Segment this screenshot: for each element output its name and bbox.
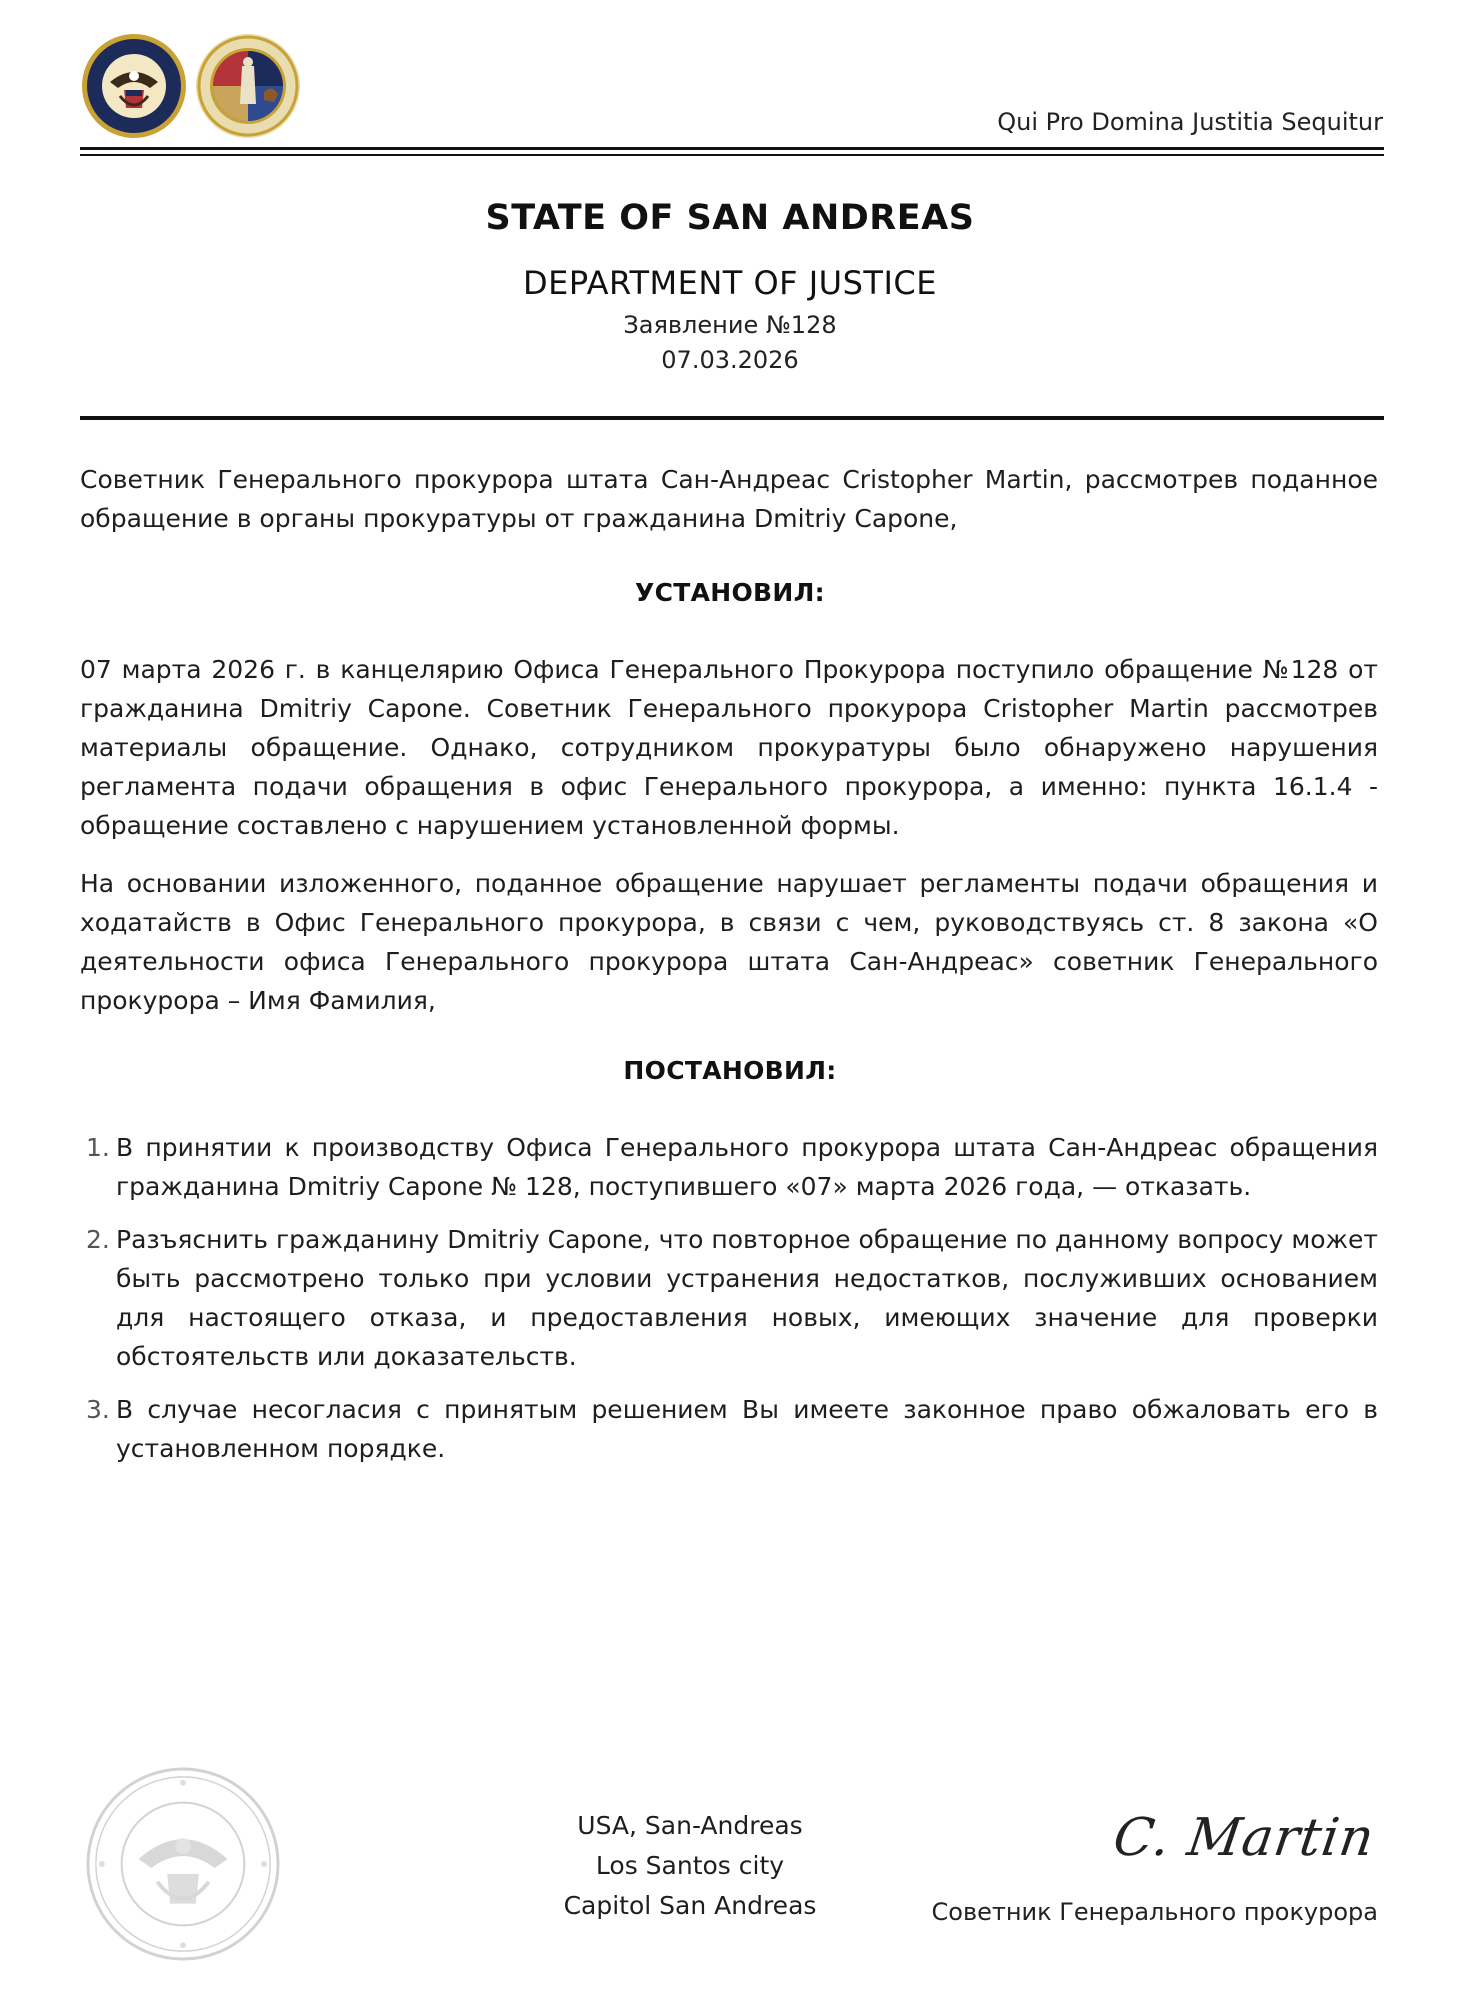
document-number: Заявление №128 [623,311,837,339]
list-item-number: 1. [86,1133,110,1162]
list-item-number: 2. [86,1225,110,1254]
document-date: 07.03.2026 [661,346,799,374]
san-andreas-great-seal-icon [194,32,302,140]
footer-address [490,1806,890,1926]
list-item [80,1128,1378,1206]
list-item-text: В случае несогласия с принятым решением Вы имеете законное право обжаловать его в установленном порядке. [116,1395,1378,1463]
address-line: USA, San-Andreas [577,1811,803,1840]
signature: C. Martin [1109,1808,1379,1868]
paragraph-established: 07 марта 2026 г. в канцелярию Офиса Генерального Прокурора поступило обращение №128 от гражданина Dmitriy Capone. Советник Генерального прокурора Cristopher Martin рассмотрев материалы обращение. Однако, сотрудником прокуратуры было обнаружено нарушения регламента подачи обращения в офис Генерального прокурора, а именно: пункта 16.1.4 - обращение составлено с нарушением установленной формы. [80,655,1378,840]
paragraph-grounds: На основании изложенного, поданное обращение нарушает регламенты подачи обращения и ходатайств в Офис Генерального прокурора, в связи с чем, руководствуясь ст. 8 закона «О деятельности офиса Генерального прокурора штата Сан-Андреас» советник Генерального прокурора – Имя Фамилия, [80,869,1378,1015]
list-item-text: В принятии к производству Офиса Генерального прокурора штата Сан-Андреас обращения гражданина Dmitriy Capone № 128, поступившего «07» марта 2026 года, — отказать. [116,1133,1378,1201]
address-line: Capitol San Andreas [563,1891,817,1920]
header-rule [80,416,1384,420]
header-double-rule [80,147,1384,157]
address-line: Los Santos city [595,1851,785,1880]
doj-watermark-seal-icon [84,1765,282,1963]
list-item [80,1390,1378,1468]
list-item-number: 3. [86,1395,110,1424]
list-item [80,1220,1378,1376]
heading-resolved: ПОСТАНОВИЛ: [623,1056,837,1085]
motto: Qui Pro Domina Justitia Sequitur [997,108,1383,136]
resolution-list [80,1128,1378,1482]
signer-title: Советник Генерального прокурора [931,1898,1378,1926]
document-subtitle: DEPARTMENT OF JUSTICE [523,264,937,302]
doj-seal-icon [80,32,188,140]
list-item-text: Разъяснить гражданину Dmitriy Capone, что повторное обращение по данному вопросу может быть рассмотрено только при условии устранения недостатков, послуживших основанием для настоящего отказа, и предоставления новых, имеющих значение для проверки обстоятельств или доказательств. [116,1225,1378,1371]
intro-paragraph: Советник Генерального прокурора штата Сан-Андреас Cristopher Martin, рассмотрев поданное обращение в органы прокуратуры от гражданина Dmitriy Capone, [80,465,1378,533]
document-title: STATE OF SAN ANDREAS [485,198,975,238]
heading-established: УСТАНОВИЛ: [635,578,825,607]
header-logos [80,30,302,142]
